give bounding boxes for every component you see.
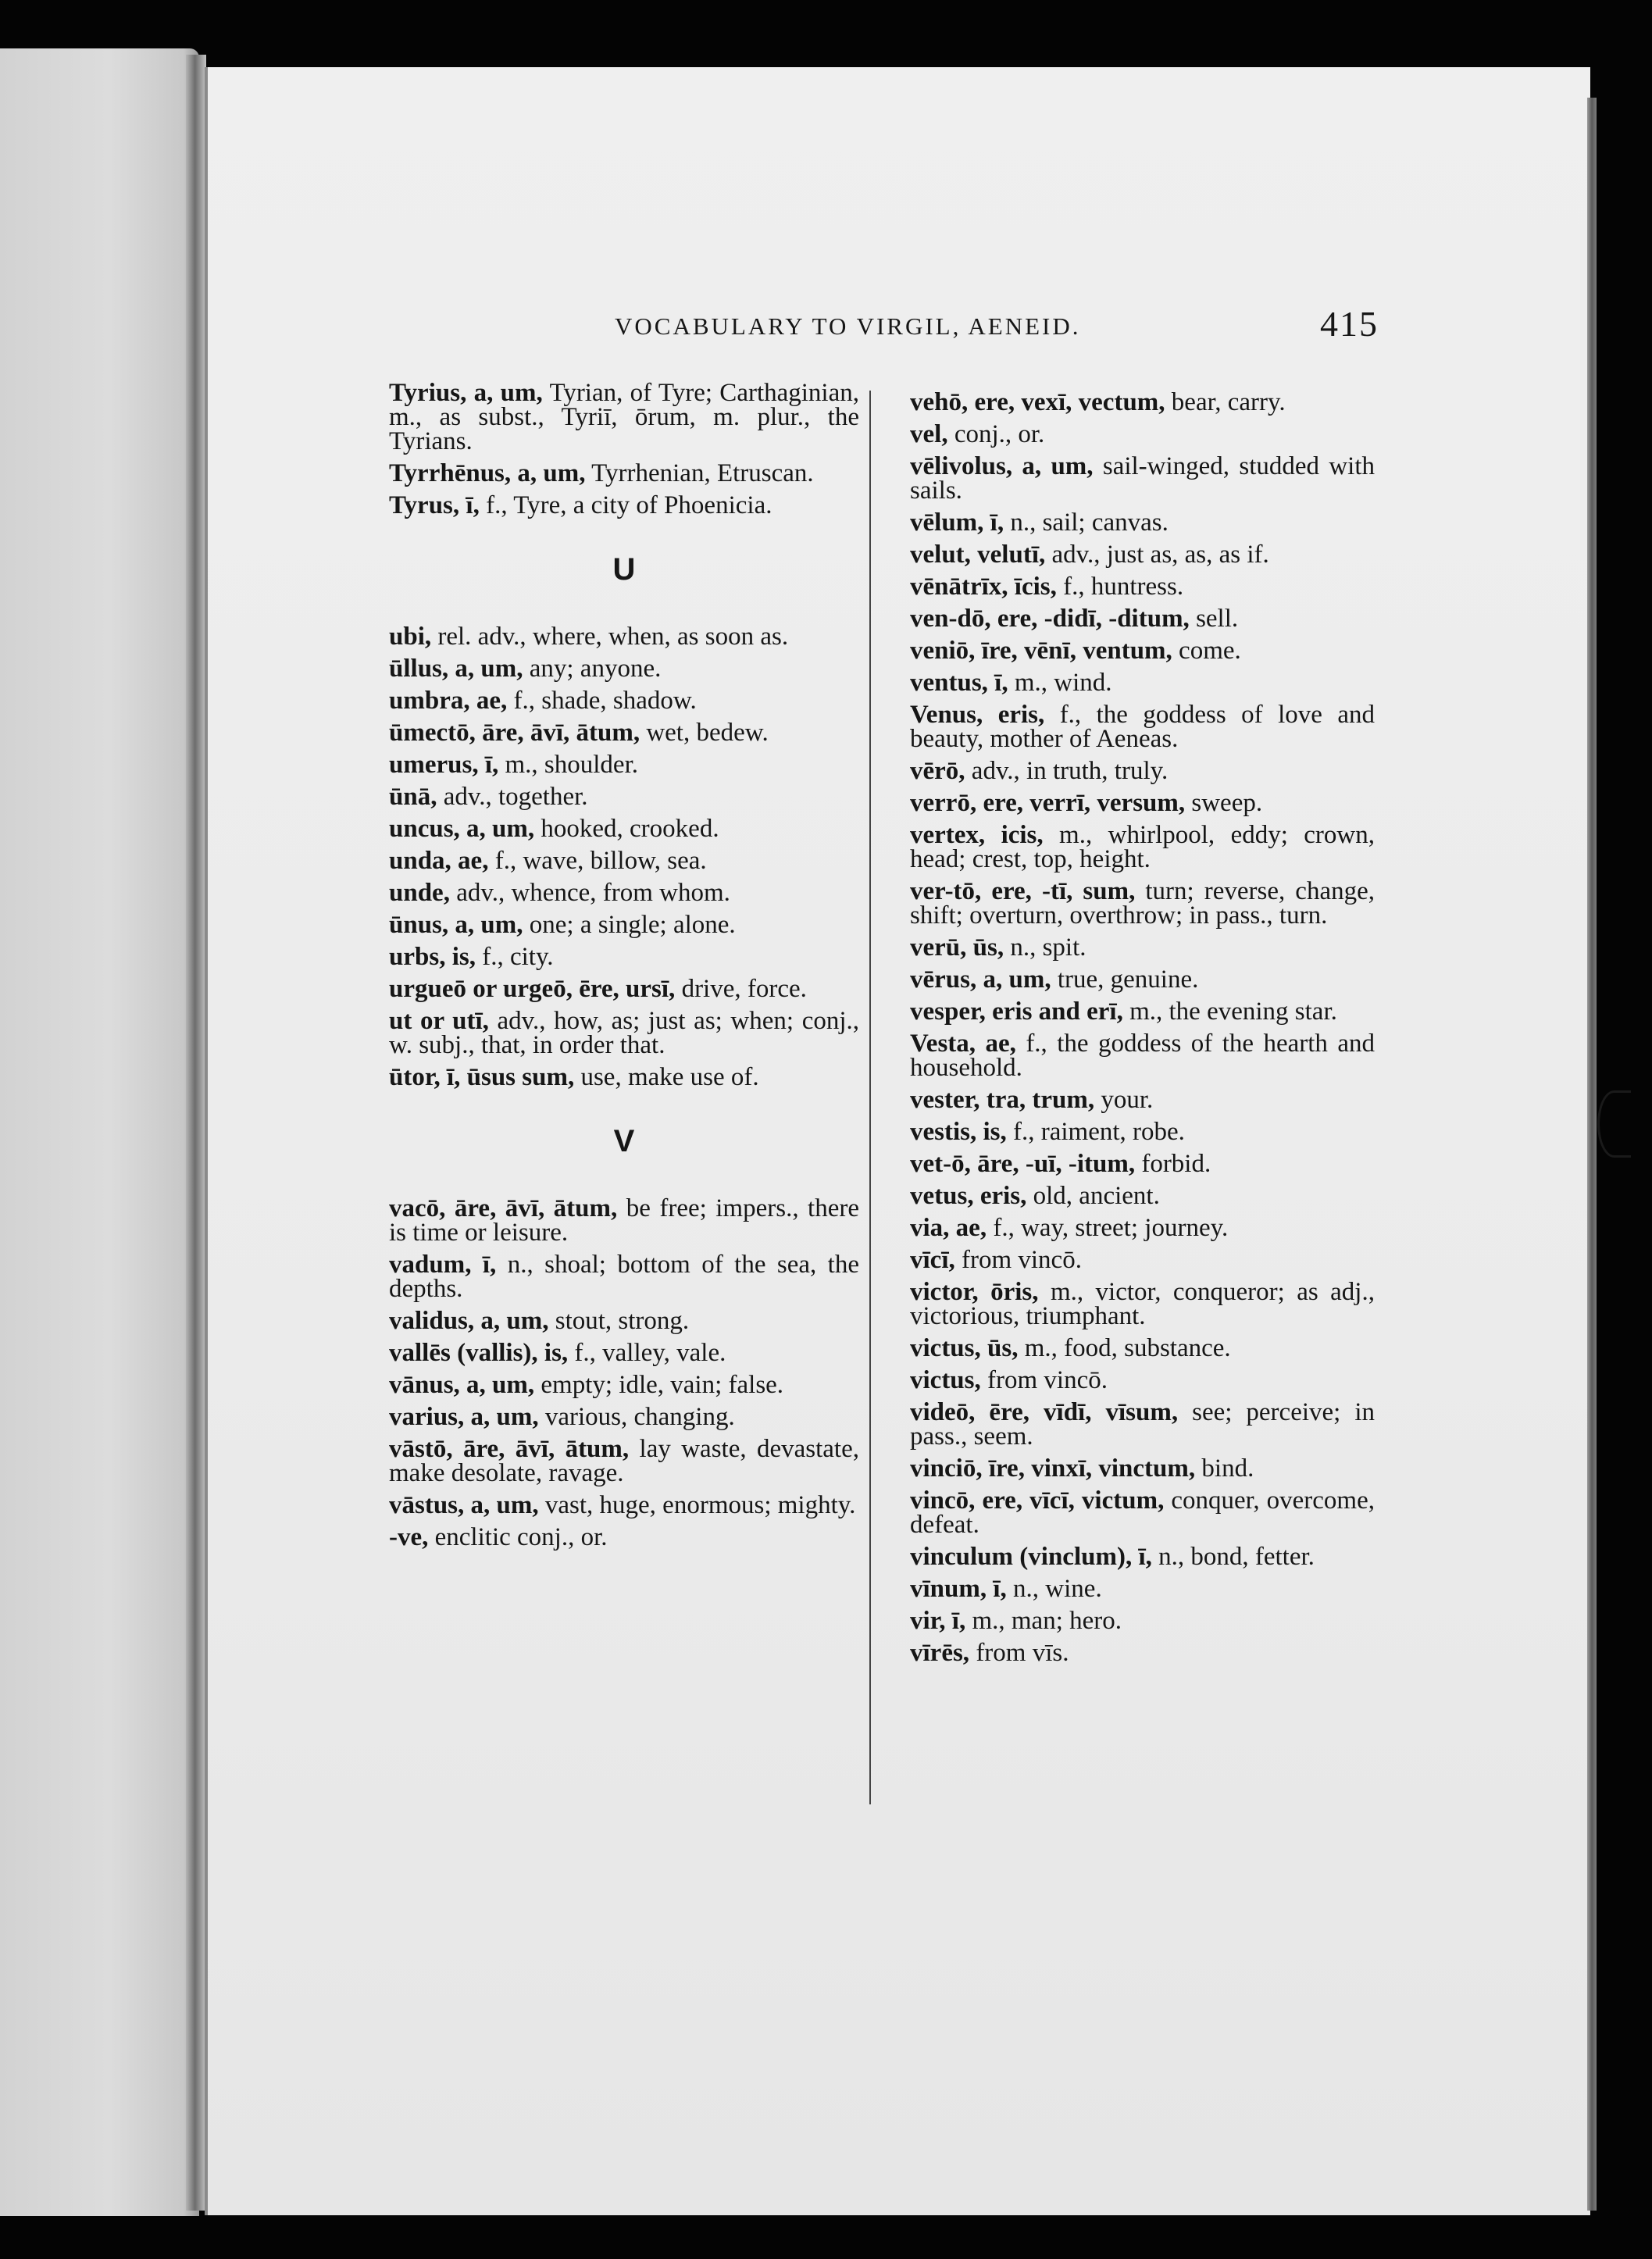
entry-headword: vānus, a, um, bbox=[389, 1371, 535, 1399]
entry-definition: any; anyone. bbox=[523, 655, 662, 683]
entry-headword: vadum, ī, bbox=[389, 1251, 497, 1279]
book-gutter bbox=[186, 55, 206, 2211]
entry-headword: ven-dō, ere, -didī, -ditum, bbox=[910, 605, 1190, 633]
entry-definition: m., victor, conqueror; as adj., victorious, triumphant. bbox=[910, 1278, 1375, 1330]
entry-definition: m., the evening star. bbox=[1122, 997, 1337, 1026]
dictionary-entry bbox=[389, 913, 859, 937]
entry-headword: vinciō, īre, vinxī, vinctum, bbox=[910, 1454, 1196, 1483]
entry-definition: sail-winged, studded with sails. bbox=[910, 452, 1375, 505]
dictionary-entry bbox=[910, 420, 1375, 448]
entry-headword: ūmectō, āre, āvī, ātum, bbox=[389, 719, 640, 747]
entry-headword: Tyrrhēnus, a, um, bbox=[389, 459, 586, 487]
entry-headword: uncus, a, um, bbox=[389, 815, 535, 843]
entry-headword: vet-ō, āre, -uī, -itum, bbox=[910, 1150, 1136, 1178]
dictionary-entry bbox=[389, 1437, 859, 1486]
running-title: VOCABULARY TO VIRGIL, AENEID. bbox=[615, 312, 1081, 340]
entry-headword: urbs, is, bbox=[389, 943, 476, 971]
dictionary-entry bbox=[389, 625, 859, 649]
entry-definition: adv., together. bbox=[437, 783, 588, 811]
letter-heading-v: V bbox=[613, 1124, 635, 1158]
entry-definition: vast, huge, enormous; mighty. bbox=[538, 1491, 856, 1519]
entry-definition: m., shoulder. bbox=[498, 751, 638, 779]
dictionary-entry bbox=[910, 1184, 1375, 1208]
entry-definition: see; perceive; in pass., seem. bbox=[910, 1398, 1375, 1451]
dictionary-entry bbox=[389, 721, 859, 745]
dictionary-entry bbox=[910, 511, 1375, 535]
entry-definition: f., raiment, robe. bbox=[1006, 1118, 1185, 1146]
entry-definition: lay waste, devastate, make desolate, ravage. bbox=[389, 1435, 859, 1487]
right-column bbox=[910, 388, 1375, 1673]
dictionary-entry bbox=[389, 1309, 859, 1333]
entry-definition: old, ancient. bbox=[1026, 1182, 1160, 1210]
entry-headword: ut or utī, bbox=[389, 1007, 489, 1035]
entry-headword: vinculum (vinclum), ī, bbox=[910, 1543, 1152, 1571]
dictionary-entry bbox=[910, 1216, 1375, 1240]
entry-definition: bind. bbox=[1195, 1454, 1254, 1483]
dictionary-entry bbox=[910, 607, 1375, 631]
letter-heading-u: U bbox=[612, 552, 636, 587]
entry-headword: vacō, āre, āvī, ātum, bbox=[389, 1194, 618, 1222]
entry-definition: f., Tyre, a city of Phoenicia. bbox=[479, 491, 772, 519]
entry-headword: velut, velutī, bbox=[910, 541, 1046, 569]
entry-headword: verū, ūs, bbox=[910, 933, 1004, 962]
facing-page-edge bbox=[0, 48, 199, 2216]
dictionary-entry bbox=[389, 753, 859, 777]
entry-headword: ubi, bbox=[389, 623, 432, 651]
dictionary-entry bbox=[910, 1454, 1375, 1483]
entry-definition: Tyrrhenian, Etruscan. bbox=[585, 459, 814, 487]
dictionary-entry bbox=[389, 1523, 859, 1551]
entry-definition: Tyrian, of Tyre; Carthaginian, m., as subst., Tyriī, ōrum, m. plur., the Tyrians. bbox=[389, 379, 860, 455]
dictionary-entry bbox=[910, 1486, 1375, 1539]
entry-definition: from vincō. bbox=[980, 1366, 1108, 1394]
entry-headword: Venus, eris, bbox=[910, 701, 1045, 729]
dictionary-entry bbox=[389, 491, 859, 519]
entry-definition: from vincō. bbox=[954, 1246, 1082, 1274]
entry-definition: conj., or. bbox=[947, 420, 1045, 448]
dictionary-entry bbox=[910, 877, 1375, 930]
dictionary-entry bbox=[910, 1088, 1375, 1112]
dictionary-entry bbox=[910, 575, 1375, 599]
dictionary-entry bbox=[910, 388, 1375, 416]
entry-definition: be free; impers., there is time or leisure. bbox=[389, 1194, 859, 1247]
entry-definition: forbid. bbox=[1135, 1150, 1211, 1178]
entry-headword: vester, tra, trum, bbox=[910, 1086, 1095, 1114]
entry-headword: victor, ōris, bbox=[910, 1278, 1039, 1306]
entry-headword: ūnus, a, um, bbox=[389, 911, 523, 939]
entry-headword: umbra, ae, bbox=[389, 687, 508, 715]
column-divider bbox=[869, 391, 871, 1804]
dictionary-entry bbox=[389, 1065, 859, 1090]
entry-headword: vīnum, ī, bbox=[910, 1575, 1007, 1603]
entry-definition: sell. bbox=[1189, 605, 1239, 633]
entry-headword: veniō, īre, vēnī, ventum, bbox=[910, 637, 1172, 665]
dictionary-entry bbox=[910, 1248, 1375, 1272]
entry-headword: umerus, ī, bbox=[389, 751, 499, 779]
film-scratch-mark bbox=[1597, 1090, 1631, 1158]
left-column bbox=[389, 381, 859, 1558]
entry-headword: ūtor, ī, ūsus sum, bbox=[389, 1063, 575, 1091]
dictionary-entry bbox=[910, 639, 1375, 663]
entry-definition: wet, bedew. bbox=[640, 719, 769, 747]
entry-headword: vēlum, ī, bbox=[910, 509, 1004, 537]
dictionary-entry bbox=[389, 1253, 859, 1301]
entry-headword: Vesta, ae, bbox=[910, 1030, 1016, 1058]
dictionary-entry bbox=[910, 1398, 1375, 1451]
entry-definition: n., shoal; bottom of the sea, the depths. bbox=[389, 1251, 859, 1303]
entry-headword: unda, ae, bbox=[389, 847, 489, 875]
entry-definition: conquer, overcome, defeat. bbox=[910, 1486, 1375, 1539]
dictionary-entry bbox=[389, 817, 859, 841]
entry-headword: vērus, a, um, bbox=[910, 965, 1051, 994]
entry-headword: vallēs (vallis), is, bbox=[389, 1339, 569, 1367]
entry-definition: n., spit. bbox=[1004, 933, 1086, 962]
entry-headword: vīrēs, bbox=[910, 1639, 970, 1667]
dictionary-entry bbox=[389, 1491, 859, 1519]
entry-definition: one; a single; alone. bbox=[523, 911, 736, 939]
entry-definition: come. bbox=[1172, 637, 1241, 665]
dictionary-entry bbox=[910, 1609, 1375, 1633]
entry-headword: vel, bbox=[910, 420, 948, 448]
entries-u-group bbox=[389, 625, 859, 1090]
entry-definition: use, make use of. bbox=[574, 1063, 759, 1091]
entry-headword: vērō, bbox=[910, 757, 965, 785]
entry-definition: enclitic conj., or. bbox=[428, 1523, 608, 1551]
entry-definition: f., wave, billow, sea. bbox=[488, 847, 707, 875]
entry-definition: f., city. bbox=[475, 943, 554, 971]
entry-headword: validus, a, um, bbox=[389, 1307, 549, 1335]
entry-headword: -ve, bbox=[389, 1523, 429, 1551]
entry-definition: adv., how, as; just as; when; conj., w. subj., that, in order that. bbox=[389, 1007, 860, 1059]
entry-definition: true, genuine. bbox=[1051, 965, 1199, 994]
dictionary-entry bbox=[910, 1545, 1375, 1569]
entry-headword: victus, bbox=[910, 1366, 981, 1394]
dictionary-entry bbox=[389, 1009, 859, 1058]
entry-definition: bear, carry. bbox=[1165, 388, 1286, 416]
dictionary-entry bbox=[910, 1032, 1375, 1080]
entry-definition: f., huntress. bbox=[1056, 573, 1184, 601]
entry-definition: hooked, crooked. bbox=[534, 815, 719, 843]
entry-headword: vestis, is, bbox=[910, 1118, 1007, 1146]
dictionary-entry bbox=[910, 1280, 1375, 1329]
entry-headword: ver-tō, ere, -tī, sum, bbox=[910, 877, 1136, 905]
entry-definition: from vīs. bbox=[969, 1639, 1069, 1667]
entry-headword: vāstō, āre, āvī, ātum, bbox=[389, 1435, 630, 1463]
dictionary-entry bbox=[910, 1120, 1375, 1144]
dictionary-entry bbox=[389, 381, 859, 454]
entries-t-group bbox=[389, 381, 859, 518]
entries-v-group bbox=[389, 1194, 859, 1551]
entry-definition: rel. adv., where, when, as soon as. bbox=[431, 623, 789, 651]
entry-headword: vīcī, bbox=[910, 1246, 955, 1274]
dictionary-entry bbox=[389, 1373, 859, 1397]
entry-headword: vāstus, a, um, bbox=[389, 1491, 539, 1519]
entry-headword: vehō, ere, vexī, vectum, bbox=[910, 388, 1165, 416]
entry-definition: m., wind. bbox=[1008, 669, 1112, 697]
entry-headword: vetus, eris, bbox=[910, 1182, 1027, 1210]
entry-definition: n., wine. bbox=[1006, 1575, 1102, 1603]
entry-definition: stout, strong. bbox=[548, 1307, 690, 1335]
entry-definition: sweep. bbox=[1185, 789, 1263, 817]
entry-definition: adv., just as, as, as if. bbox=[1045, 541, 1269, 569]
entry-headword: vincō, ere, vīcī, victum, bbox=[910, 1486, 1165, 1515]
entry-headword: Tyrus, ī, bbox=[389, 491, 480, 519]
entry-headword: vir, ī, bbox=[910, 1607, 966, 1635]
dictionary-entry bbox=[389, 1194, 859, 1247]
entry-headword: ventus, ī, bbox=[910, 669, 1008, 697]
entry-headword: via, ae, bbox=[910, 1214, 987, 1242]
dictionary-entry bbox=[389, 657, 859, 681]
entry-headword: urgueō or urgeō, ēre, ursī, bbox=[389, 975, 676, 1003]
entry-definition: m., whirlpool, eddy; crown, head; crest, top, height. bbox=[910, 821, 1375, 873]
dictionary-entry bbox=[910, 1366, 1375, 1394]
entry-headword: Tyrius, a, um, bbox=[389, 379, 543, 407]
entry-headword: ūnā, bbox=[389, 783, 437, 811]
dictionary-entry bbox=[389, 849, 859, 873]
dictionary-entry bbox=[910, 823, 1375, 872]
entry-headword: vēnātrīx, īcis, bbox=[910, 573, 1057, 601]
dictionary-entry bbox=[389, 881, 859, 905]
dictionary-entry bbox=[389, 1405, 859, 1429]
dictionary-entry bbox=[910, 1336, 1375, 1361]
dictionary-entry bbox=[910, 543, 1375, 567]
dictionary-entry bbox=[910, 997, 1375, 1026]
dictionary-entry bbox=[910, 671, 1375, 695]
dictionary-entry bbox=[389, 1341, 859, 1365]
dictionary-entry bbox=[389, 459, 859, 487]
entry-definition: various, changing. bbox=[538, 1403, 735, 1431]
entry-definition: n., sail; canvas. bbox=[1004, 509, 1169, 537]
entry-definition: m., man; hero. bbox=[965, 1607, 1122, 1635]
dictionary-entry bbox=[910, 452, 1375, 505]
entry-definition: f., way, street; journey. bbox=[987, 1214, 1229, 1242]
dictionary-entry bbox=[389, 785, 859, 809]
page-edge-shadow bbox=[1587, 98, 1597, 2211]
dictionary-entry bbox=[910, 791, 1375, 815]
entry-headword: verrō, ere, verrī, versum, bbox=[910, 789, 1186, 817]
dictionary-entry bbox=[910, 759, 1375, 783]
entry-headword: vertex, icis, bbox=[910, 821, 1044, 849]
entry-headword: victus, ūs, bbox=[910, 1334, 1019, 1362]
entry-definition: empty; idle, vain; false. bbox=[534, 1371, 784, 1399]
dictionary-entry bbox=[910, 1641, 1375, 1665]
page-number: 415 bbox=[1320, 304, 1379, 344]
entry-definition: f., shade, shadow. bbox=[507, 687, 697, 715]
dictionary-entry bbox=[910, 1577, 1375, 1601]
entry-definition: n., bond, fetter. bbox=[1151, 1543, 1315, 1571]
entry-headword: videō, ēre, vīdī, vīsum, bbox=[910, 1398, 1179, 1426]
entry-headword: varius, a, um, bbox=[389, 1403, 539, 1431]
entry-definition: f., valley, vale. bbox=[568, 1339, 726, 1367]
entry-definition: turn; reverse, change, shift; overturn, overthrow; in pass., turn. bbox=[910, 877, 1375, 930]
entry-definition: f., the goddess of the hearth and household. bbox=[910, 1030, 1375, 1082]
page-header bbox=[615, 303, 1379, 350]
entry-definition: your. bbox=[1094, 1086, 1154, 1114]
entry-definition: adv., in truth, truly. bbox=[965, 757, 1169, 785]
entry-headword: vesper, eris and erī, bbox=[910, 997, 1123, 1026]
dictionary-entry bbox=[910, 703, 1375, 751]
entry-definition: adv., whence, from whom. bbox=[449, 879, 730, 907]
dictionary-entry bbox=[389, 977, 859, 1001]
entry-headword: unde, bbox=[389, 879, 450, 907]
dictionary-entry bbox=[910, 933, 1375, 962]
entry-definition: m., food, substance. bbox=[1018, 1334, 1231, 1362]
dictionary-entry bbox=[910, 1152, 1375, 1176]
dictionary-entry bbox=[389, 945, 859, 969]
entry-headword: vēlivolus, a, um, bbox=[910, 452, 1094, 480]
entry-definition: f., the goddess of love and beauty, mother of Aeneas. bbox=[910, 701, 1375, 753]
entry-definition: drive, force. bbox=[675, 975, 807, 1003]
dictionary-entry bbox=[389, 689, 859, 713]
dictionary-entry bbox=[910, 965, 1375, 994]
entry-headword: ūllus, a, um, bbox=[389, 655, 523, 683]
